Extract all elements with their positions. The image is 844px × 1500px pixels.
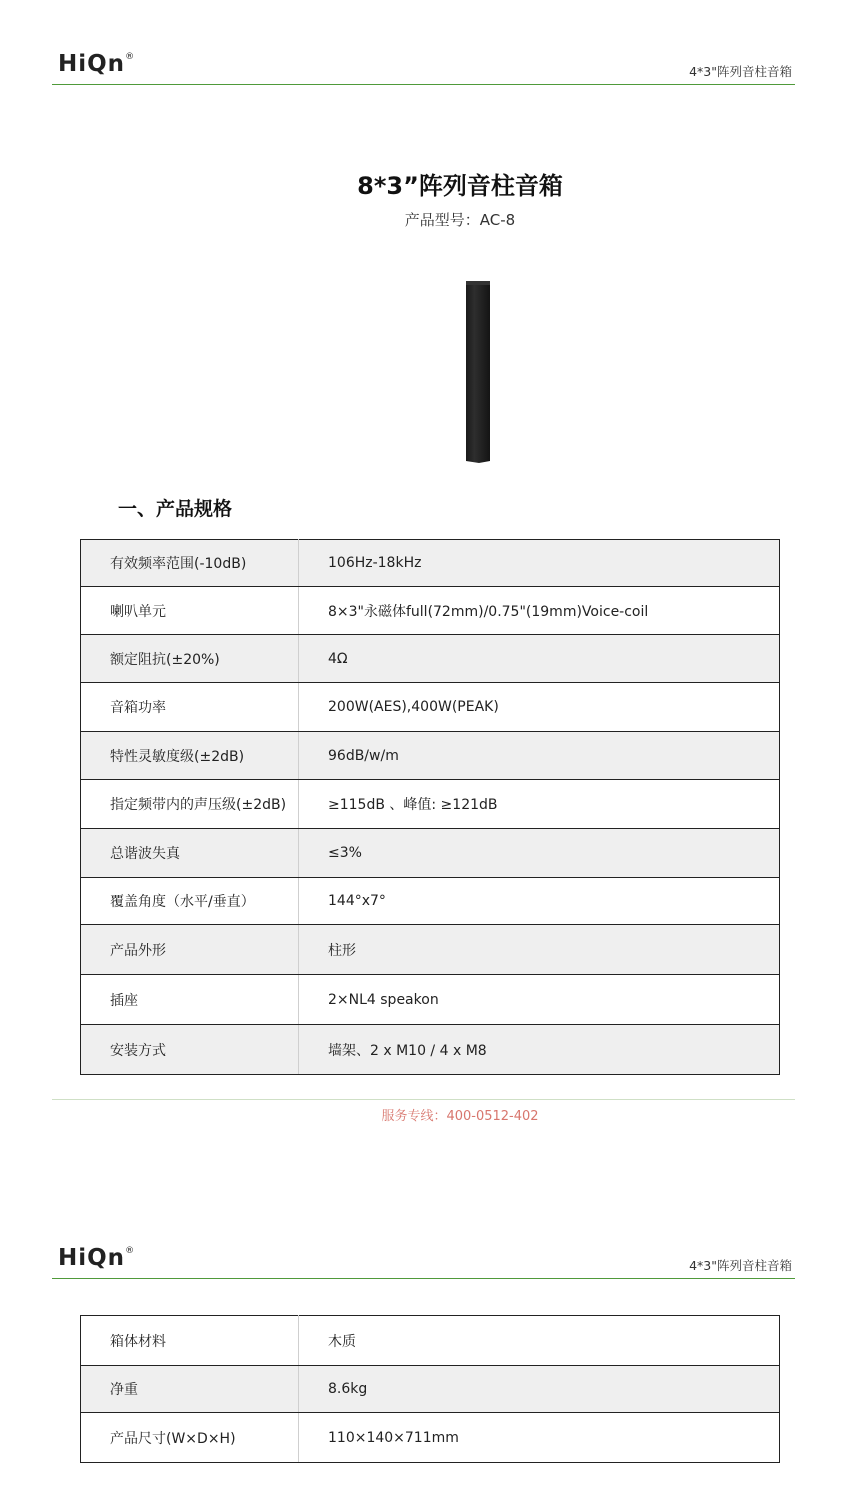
product-image [463, 279, 493, 463]
spec-label: 安装方式 [81, 1025, 299, 1075]
brand-logo-2: HiQn® [58, 1245, 136, 1271]
section-heading-specs: 一、产品规格 [118, 498, 233, 520]
spec-label: 额定阻抗(±20%) [81, 635, 299, 683]
spec-row [81, 540, 780, 587]
spec-value: 8.6kg [299, 1366, 780, 1413]
spec-row [81, 1025, 780, 1075]
footer-divider [52, 1099, 795, 1100]
spec-value: 木质 [299, 1316, 780, 1366]
spec-row [81, 925, 780, 975]
spec-row [81, 1413, 780, 1463]
service-hotline: 服务专线：400-0512-402 [381, 1109, 539, 1124]
spec-label: 箱体材料 [81, 1316, 299, 1366]
spec-value: 106Hz-18kHz [299, 540, 780, 587]
spec-value: 柱形 [299, 925, 780, 975]
spec-value: 2×NL4 speakon [299, 975, 780, 1025]
spec-label: 喇叭单元 [81, 587, 299, 635]
spec-value: 144°x7° [299, 878, 780, 925]
spec-row [81, 975, 780, 1025]
spec-value: 96dB/w/m [299, 732, 780, 780]
spec-label: 总谐波失真 [81, 829, 299, 878]
page-header-2 [52, 1243, 795, 1279]
spec-value: 4Ω [299, 635, 780, 683]
spec-row [81, 732, 780, 780]
spec-value: ≤3% [299, 829, 780, 878]
page-header [52, 49, 795, 85]
spec-row [81, 683, 780, 732]
spec-table-2 [80, 1315, 780, 1463]
spec-label: 净重 [81, 1366, 299, 1413]
spec-value: 墙架、2 x M10 / 4 x M8 [299, 1025, 780, 1075]
spec-value: ≥115dB 、峰值: ≥121dB [299, 780, 780, 829]
spec-label: 指定频带内的声压级(±2dB) [81, 780, 299, 829]
spec-value: 110×140×711mm [299, 1413, 780, 1463]
spec-row [81, 878, 780, 925]
spec-label: 覆盖角度（水平/垂直） [81, 878, 299, 925]
spec-value: 200W(AES),400W(PEAK) [299, 683, 780, 732]
spec-label: 产品尺寸(W×D×H) [81, 1413, 299, 1463]
document-title: 8*3”阵列音柱音箱 [357, 172, 563, 200]
spec-label: 特性灵敏度级(±2dB) [81, 732, 299, 780]
spec-row [81, 587, 780, 635]
spec-label: 音箱功率 [81, 683, 299, 732]
spec-row [81, 635, 780, 683]
spec-row [81, 780, 780, 829]
spec-label: 插座 [81, 975, 299, 1025]
brand-logo: HiQn® [58, 51, 136, 77]
spec-label: 有效频率范围(-10dB) [81, 540, 299, 587]
spec-label: 产品外形 [81, 925, 299, 975]
spec-row [81, 1366, 780, 1413]
product-model: 产品型号：AC-8 [404, 211, 516, 229]
spec-value: 8×3"永磁体full(72mm)/0.75"(19mm)Voice-coil [299, 587, 780, 635]
header-product-title-2: 4*3"阵列音柱音箱 [689, 1258, 792, 1273]
spec-row [81, 1316, 780, 1366]
header-product-title: 4*3"阵列音柱音箱 [689, 64, 792, 79]
spec-table-1 [80, 539, 780, 1075]
spec-row [81, 829, 780, 878]
